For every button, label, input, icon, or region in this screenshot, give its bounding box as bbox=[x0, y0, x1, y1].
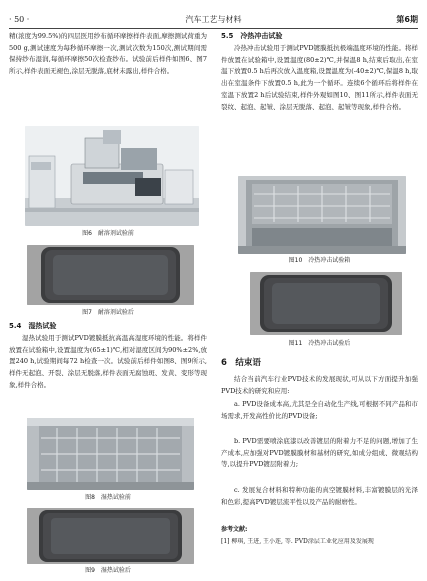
figure-8-caption: 图8 湿热试验前 bbox=[85, 494, 131, 501]
section-6-title: 6 结束语 bbox=[221, 358, 261, 368]
figure-11-photo bbox=[250, 272, 402, 335]
paragraph-thermal-shock-test: 冷热冲击试验用于测试PVD镀膜抵抗极端温度环境的性能。将样件放置在试验箱中,设置温度(80±2)℃,并保温8 h,结束后取出,在室温下放置0.5 h后再次放入温度箱,设置温度为(-40±2)℃,保温8 h,取出在室温条件下放置0.5 h,此为一个循环。连续6个循环后将样件在室温下放置2 h后试验结束,样件外观如图10、图11所示,样件表面无裂纹、起泡、起皱、涂层无脱落、起泡、起皱等现象,样件合格。 bbox=[221, 44, 418, 111]
running-header bbox=[9, 14, 418, 26]
figure-6-caption: 图6 耐溶剂试验前 bbox=[82, 230, 134, 237]
figure-11-caption: 图11 冷热冲击试验后 bbox=[288, 340, 351, 347]
issue-number: 第6期 bbox=[396, 15, 418, 24]
conclusion-item-a: a. PVD设备成本高,尤其是全自动化生产线,可根据不同产品和市场需求,开发高性价比的PVD设备; bbox=[221, 400, 418, 420]
page-number: · 50 · bbox=[9, 15, 30, 24]
paragraph-humid-heat-test: 湿热试验用于测试PVD镀膜抵抗高温高湿度环境的性能。将样件放置在试验箱中,设置温度为(65±1)℃,相对湿度区间为90%±2%,放置240 h,试验期间每72 h检查一次。试验前后样件如图8、图9所示,样件无起泡、开裂、涂层无脱落,样件表面无腐蚀斑、发黄、变形等现象,样件合格。 bbox=[9, 334, 207, 389]
section-5-5-title: 5.5 冷热冲击试验 bbox=[221, 32, 283, 40]
figure-8-photo bbox=[27, 418, 194, 490]
figure-9-caption: 图9 湿热试验后 bbox=[85, 567, 131, 574]
header-rule bbox=[9, 28, 418, 29]
references-title: 参考文献: bbox=[221, 526, 248, 533]
paragraph-solvent-test: 精(浓度为99.5%)的四层医用纱布循环摩擦样件表面,摩擦测试荷重为500 g,测试速度为每秒循环摩擦一次,测试次数为150次,测试期间需保持纱布湿润,每循环摩擦50次检查纱布。试验前后样件如图6、图7所示,样件表面无褪色,涂层无脱落,底材未露出,样件合格。 bbox=[9, 32, 207, 76]
journal-title: 汽车工艺与材料 bbox=[185, 15, 242, 24]
figure-9-photo bbox=[27, 508, 194, 564]
figure-7-photo bbox=[27, 245, 194, 305]
paragraph-conclusion-intro: 结合当前汽车行业PVD技术的发展现状,可从以下方面提升加强PVD技术的研究和应用: bbox=[221, 375, 418, 395]
conclusion-item-c: c. 发展复合材料和特种功能的真空镀膜材料,丰富镀膜层的光泽和色彩,提高PVD镀层流平性以及产品的耐磨性。 bbox=[221, 486, 418, 506]
reference-item: [1] 柳琪, 王进, 王小连, 等. PVD涂层工业化应用及发展现 bbox=[221, 538, 374, 545]
figure-10-photo bbox=[238, 176, 406, 254]
section-5-4-title: 5.4 湿热试验 bbox=[9, 322, 57, 330]
figure-10-caption: 图10 冷热冲击试验箱 bbox=[288, 257, 351, 264]
figure-6-photo bbox=[25, 126, 199, 226]
figure-7-caption: 图7 耐溶剂试验后 bbox=[82, 309, 134, 316]
conclusion-item-b: b. PVD需要喷涂底漆以改善镀层的附着力不足的问题,增加了生产成本,应加强对PVD镀膜膜材和基材的研究,如成分组成、微观结构等,以提升PVD镀层附着力; bbox=[221, 437, 418, 469]
